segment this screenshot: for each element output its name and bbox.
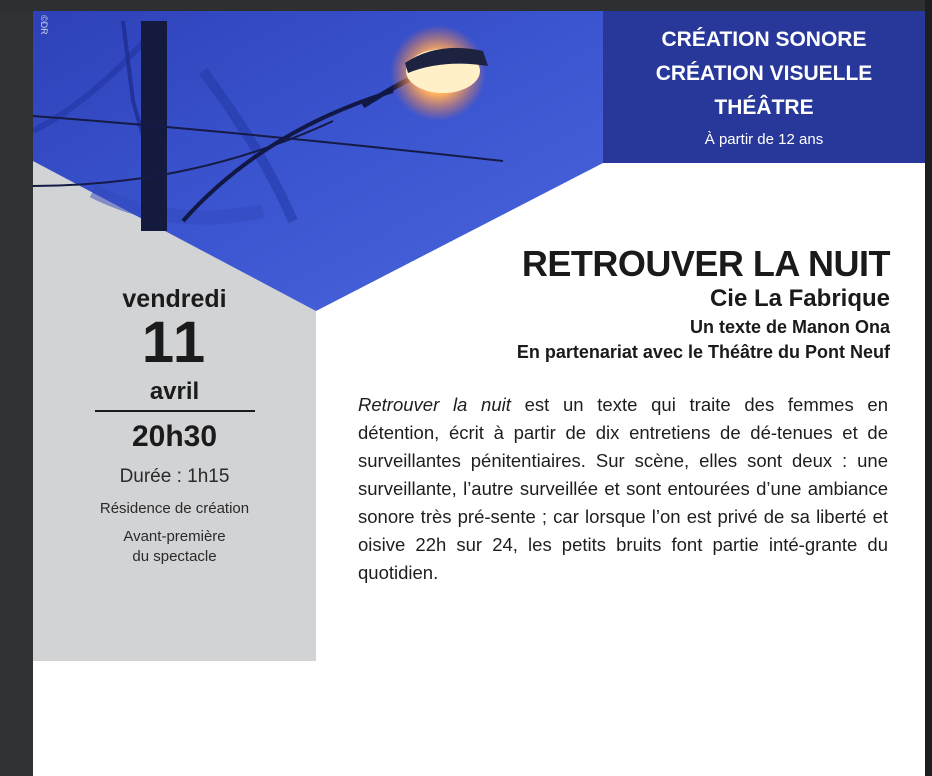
preview-line-1: Avant-première [123, 528, 226, 545]
category-theatre: THÉÂTRE [714, 96, 814, 119]
age-recommendation: À partir de 12 ans [704, 131, 824, 148]
description-italic-title: Retrouver la nuit [358, 394, 511, 415]
month: avril [149, 378, 200, 405]
date-column [33, 281, 316, 567]
category-box [603, 11, 925, 163]
top-bar [0, 0, 932, 11]
title-block [517, 243, 890, 365]
right-edge [925, 0, 932, 776]
preview-line-2: du spectacle [132, 548, 217, 565]
author-line: Un texte de Manon Ona [689, 317, 890, 337]
day-number: 11 [141, 310, 208, 375]
show-title: RETROUVER LA NUIT [521, 243, 890, 284]
category-visual: CRÉATION VISUELLE [655, 62, 873, 85]
category-sound: CRÉATION SONORE [661, 28, 867, 51]
weekday: vendredi [122, 285, 227, 313]
description [358, 391, 888, 587]
date-divider [95, 410, 255, 412]
duration: Durée : 1h15 [119, 466, 230, 487]
company-name: Cie La Fabrique [709, 285, 890, 312]
description-text: est un texte qui traite des femmes en détention, écrit à partir de dix entretiens de dé-tenues et de surveillantes pénitentiaires. Sur scène, elles sont deux : une surveillante, l’autre surveillée et sont entourées d’une ambiance sonore très pré-sente ; car lorsque l’on est privé de sa liberté et oisive 22h sur 24, les petits bruits font partie inté-grante du quotidien. [358, 394, 888, 583]
photo-credit: ©DR [39, 15, 49, 35]
flyer-page [33, 11, 925, 776]
preview-note [33, 527, 316, 567]
partnership-line: En partenariat avec le Théâtre du Pont Neuf [516, 342, 890, 362]
show-time: 20h30 [131, 420, 218, 453]
residence-note: Résidence de création [99, 500, 250, 517]
